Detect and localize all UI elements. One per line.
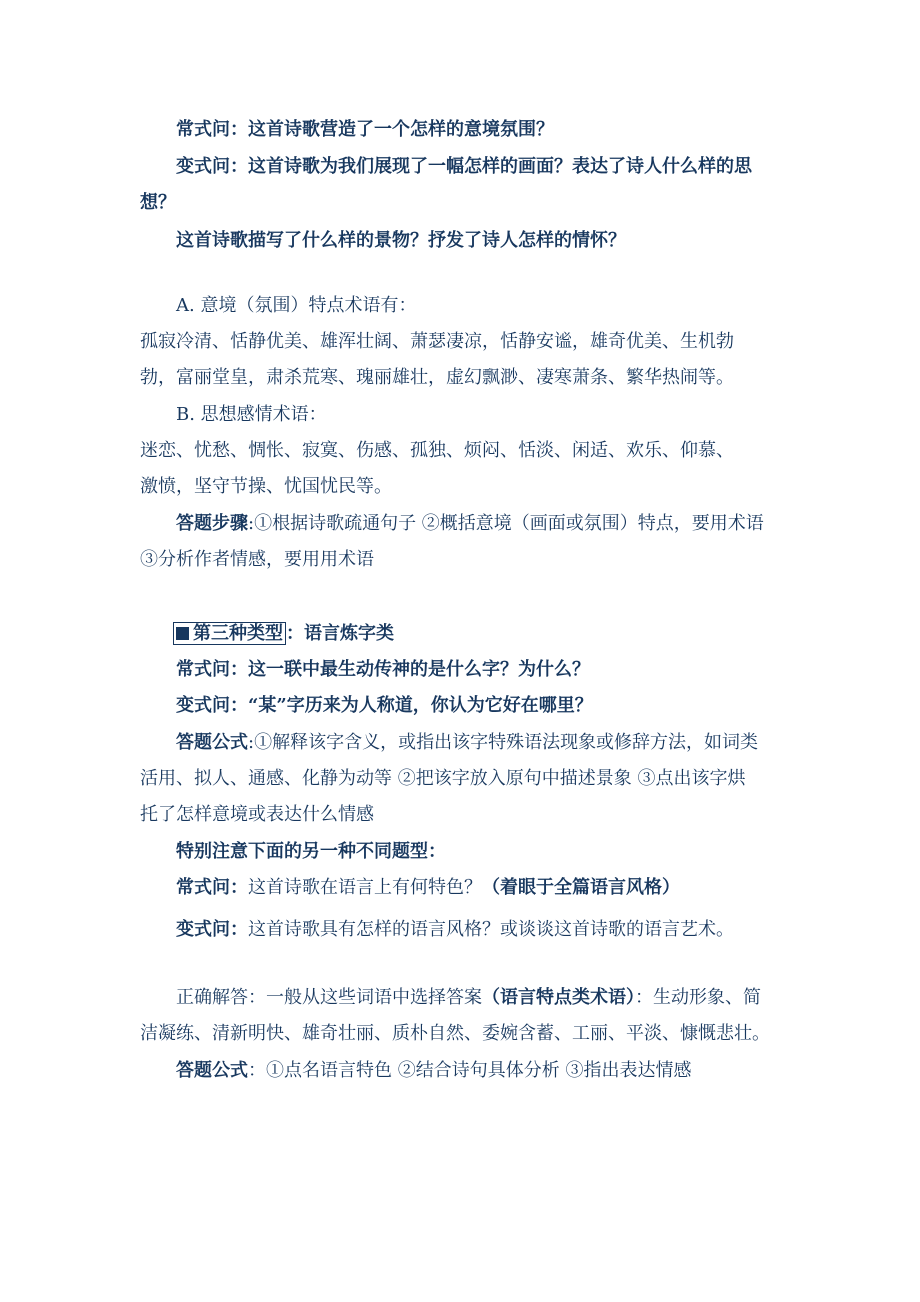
type3-box-title (173, 622, 286, 645)
answer-bold: （语言特点类术语） (482, 987, 635, 1008)
type3-variant-question (176, 694, 826, 718)
question-text: 这首诗歌具有怎样的语言风格？或谈谈这首诗歌的语言艺术。 (248, 919, 734, 940)
label: 常式问： (176, 119, 248, 140)
type3-title (176, 622, 826, 646)
variant-question-1 (176, 155, 826, 179)
box-title-text: 第三种类型 (193, 623, 283, 644)
label: 变式问： (176, 156, 248, 177)
type3-common-question (176, 658, 826, 682)
question-text: 这首诗歌营造了一个怎样的意境氛围？ (248, 119, 554, 140)
label: 常式问： (176, 877, 248, 898)
type3-formula-line-2: 活用、拟人、通感、化静为动等 ②把该字放入原句中描述景象 ③点出该字烘 (140, 768, 746, 789)
formula-label: 答题公式 (176, 1060, 248, 1081)
special-heading: 特别注意下面的另一种不同题型： (176, 841, 446, 862)
terms-a-line-2: 勃，富丽堂皇，肃杀荒寒、瑰丽雄壮，虚幻飘渺、凄寒萧条、繁华热闹等。 (140, 367, 734, 388)
special-formula (176, 1059, 826, 1083)
terms-b-heading: B. 思想感情术语： (176, 404, 327, 425)
title-rest: ：语言炼字类 (286, 623, 394, 644)
question-text: “某”字历来为人称道，你认为它好在哪里？ (248, 695, 593, 716)
answer-steps (176, 512, 826, 536)
variant-question-2: 这首诗歌描写了什么样的景物？抒发了诗人怎样的情怀？ (176, 230, 626, 251)
steps-text: :①根据诗歌疏通句子 ②概括意境（画面或氛围）特点，要用术语 (248, 513, 764, 534)
label: 变式问： (176, 919, 248, 940)
label: 常式问： (176, 659, 248, 680)
correct-answer (176, 986, 826, 1010)
formula-text: ：①点名语言特色 ②结合诗句具体分析 ③指出表达情感 (248, 1060, 692, 1081)
special-common-question (176, 876, 826, 900)
variant-question-1-cont: 想？ (140, 192, 176, 213)
answer-prefix: 正确解答：一般从这些词语中选择答案 (176, 987, 482, 1008)
formula-label: 答题公式 (176, 732, 248, 753)
terms-a-line-1: 孤寂冷清、恬静优美、雄浑壮阔、萧瑟凄凉，恬静安谧，雄奇优美、生机勃 (140, 331, 734, 352)
square-icon (176, 627, 189, 640)
question-note: （着眼于全篇语言风格） (482, 877, 680, 898)
type3-formula-line-3: 托了怎样意境或表达什么情感 (140, 804, 374, 825)
question-text: 这首诗歌为我们展现了一幅怎样的画面？表达了诗人什么样的思 (248, 156, 752, 177)
special-variant-question (176, 918, 826, 942)
terms-b-line-2: 激愤，坚守节操、忧国忧民等。 (140, 476, 392, 497)
common-question-1 (176, 118, 826, 142)
question-text: 这首诗歌在语言上有何特色？ (248, 877, 482, 898)
question-text: 这一联中最生动传神的是什么字？为什么？ (248, 659, 590, 680)
terms-a-heading: A. 意境（氛围）特点术语有： (176, 295, 417, 316)
answer-rest: ：生动形象、简 (635, 987, 761, 1008)
terms-b-line-1: 迷恋、忧愁、惆怅、寂寞、伤感、孤独、烦闷、恬淡、闲适、欢乐、仰慕、 (140, 440, 734, 461)
label: 变式问： (176, 695, 248, 716)
steps-label: 答题步骤 (176, 513, 248, 534)
correct-answer-line-2: 洁凝练、清新明快、雄奇壮丽、质朴自然、委婉含蓄、工丽、平淡、慷慨悲壮。 (140, 1023, 770, 1044)
answer-steps-cont: ③分析作者情感，要用用术语 (140, 549, 374, 570)
type3-formula (176, 731, 826, 755)
formula-text: :①解释该字含义，或指出该字特殊语法现象或修辞方法，如词类 (248, 732, 759, 753)
